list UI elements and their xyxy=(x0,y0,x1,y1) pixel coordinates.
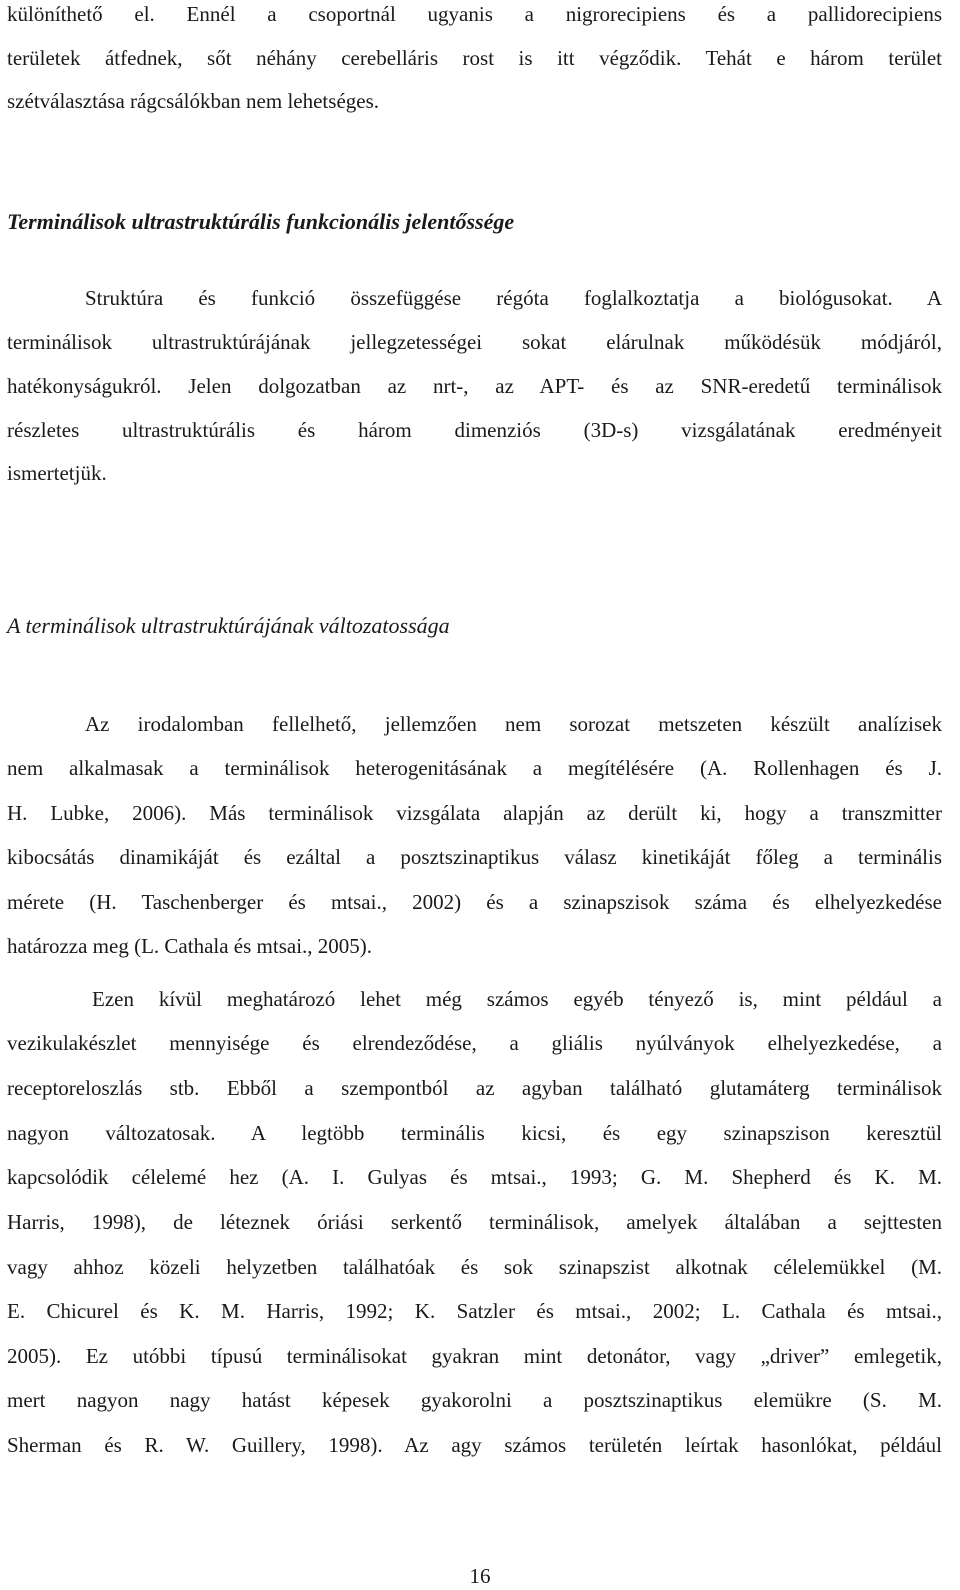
text-line: Harris, 1998), de léteznek óriási serkentő terminálisok, amelyek általában a sejttesten xyxy=(7,1210,942,1234)
text-line: határozza meg (L. Cathala és mtsai., 2005). xyxy=(7,934,373,958)
text-line: vagy ahhoz közeli helyzetben találhatóak és sok szinapszist alkotnak célelemükkel (M. xyxy=(7,1255,942,1279)
text-line: hatékonyságukról. Jelen dolgozatban az nrt-, az APT- és az SNR-eredetű terminálisok xyxy=(7,374,942,398)
text-line: Struktúra és funkció összefüggése régóta foglalkoztatja a biológusokat. A xyxy=(85,286,942,310)
section-heading: A terminálisok ultrastruktúrájának változatossága xyxy=(7,613,450,638)
text-line: mert nagyon nagy hatást képesek gyakorolni a posztszinaptikus elemükre (S. M. xyxy=(7,1388,942,1412)
text-line: Az irodalomban fellelhető, jellemzően nem sorozat metszeten készült analízisek xyxy=(85,712,942,736)
text-line: terminálisok ultrastruktúrájának jellegzetességei sokat elárulnak működésük módjáról, xyxy=(7,330,942,354)
text-line: E. Chicurel és K. M. Harris, 1992; K. Satzler és mtsai., 2002; L. Cathala és mtsai., xyxy=(7,1299,942,1323)
text-line: nem alkalmasak a terminálisok heterogenitásának a megítélésére (A. Rollenhagen és J. xyxy=(7,756,942,780)
page-number: 16 xyxy=(469,1564,491,1588)
text-line: Sherman és R. W. Guillery, 1998). Az agy számos területén leírtak hasonlókat, például xyxy=(7,1433,942,1457)
text-line: ismertetjük. xyxy=(7,461,107,485)
text-line: H. Lubke, 2006). Más terminálisok vizsgálata alapján az derült ki, hogy a transzmitter xyxy=(7,801,942,825)
text-line: területek átfednek, sőt néhány cerebelláris rost is itt végződik. Tehát e három terület xyxy=(7,46,942,70)
text-line: különíthető el. Ennél a csoportnál ugyanis a nigrorecipiens és a pallidorecipiens xyxy=(7,2,942,26)
text-line: szétválasztása rágcsálókban nem lehetséges. xyxy=(7,89,380,113)
text-line: kibocsátás dinamikáját és ezáltal a posztszinaptikus válasz kinetikáját főleg a terminális xyxy=(7,845,942,869)
text-line: receptoreloszlás stb. Ebből a szempontból az agyban található glutamáterg terminálisok xyxy=(7,1076,942,1100)
text-line: Ezen kívül meghatározó lehet még számos egyéb tényező is, mint például a xyxy=(92,987,942,1011)
text-line: mérete (H. Taschenberger és mtsai., 2002) és a szinapszisok száma és elhelyezkedése xyxy=(7,890,942,914)
text-line: vezikulakészlet mennyisége és elrendeződése, a gliális nyúlványok elhelyezkedése, a xyxy=(7,1031,942,1055)
text-line: nagyon változatosak. A legtöbb terminális kicsi, és egy szinapszison keresztül xyxy=(7,1121,942,1145)
text-line: 2005). Ez utóbbi típusú terminálisokat gyakran mint detonátor, vagy „driver” emlegetik, xyxy=(7,1344,942,1368)
text-line: kapcsolódik célelemé hez (A. I. Gulyas és mtsai., 1993; G. M. Shepherd és K. M. xyxy=(7,1165,942,1189)
text-line: részletes ultrastruktúrális és három dimenziós (3D-s) vizsgálatának eredményeit xyxy=(7,418,942,442)
section-heading: Terminálisok ultrastruktúrális funkcionális jelentőssége xyxy=(7,209,515,234)
